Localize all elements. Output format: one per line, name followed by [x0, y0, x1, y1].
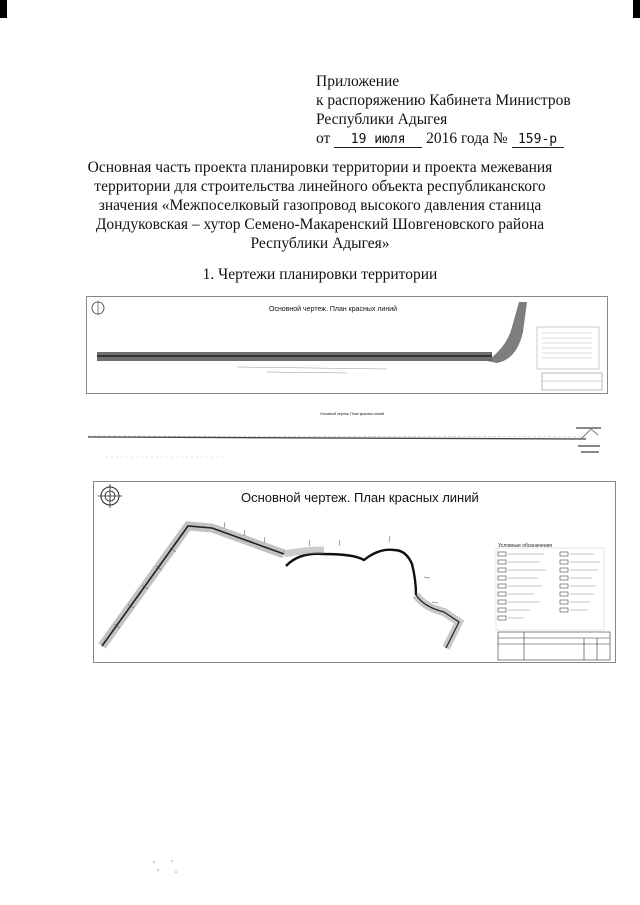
- scan-artifact-dots: [150, 858, 190, 878]
- date-prefix: от: [316, 130, 331, 147]
- appendix-line-2: к распоряжению Кабинета Министров: [316, 92, 571, 109]
- title-block: [498, 632, 610, 660]
- document-title: Основная часть проекта планировки территории и проекта межевания территории для строительства линейного объекта республиканского значения «Межпоселковый газопровод высокого давления станица Дондуковская – хутор Семено-Макаренский Шовгеновского района Республики Адыгея»: [87, 159, 553, 252]
- drawing-sheet-1: [86, 296, 608, 394]
- scan-corner-mark-right: [633, 0, 640, 18]
- drawing-sheet-3: [93, 481, 616, 663]
- sheet-2-graphics: [86, 405, 606, 465]
- pipeline-route-1: [102, 526, 284, 646]
- date-day-month: 19 июля: [334, 132, 422, 148]
- sheet-2-title: Основной чертеж. План красных линий: [320, 412, 385, 416]
- title-block: [542, 373, 602, 390]
- sheet-3-graphics: [94, 482, 615, 662]
- sheet-3-title: Основной чертеж. План красных линий: [241, 490, 479, 505]
- sheet-1-graphics: [87, 297, 607, 393]
- appendix-line-3: Республики Адыгея: [316, 111, 448, 128]
- appendix-line-1: Приложение: [316, 73, 400, 90]
- legend-heading: Условные обозначения: [498, 543, 553, 549]
- appendix-block: [316, 72, 571, 148]
- order-number: 159-р: [512, 132, 564, 148]
- legend-panel: [496, 548, 604, 630]
- red-line-main: [286, 550, 416, 595]
- appendix-date-line: [316, 129, 571, 148]
- pipeline-route-strip: [88, 437, 586, 439]
- settlement-area: [487, 302, 527, 363]
- section-heading: 1. Чертежи планировки территории: [202, 266, 438, 283]
- drawing-sheet-2: [86, 405, 606, 465]
- scan-corner-mark-left: [0, 0, 7, 18]
- sheet-1-title: Основной чертеж. План красных линий: [269, 306, 398, 313]
- date-year-text: 2016 года №: [426, 130, 508, 147]
